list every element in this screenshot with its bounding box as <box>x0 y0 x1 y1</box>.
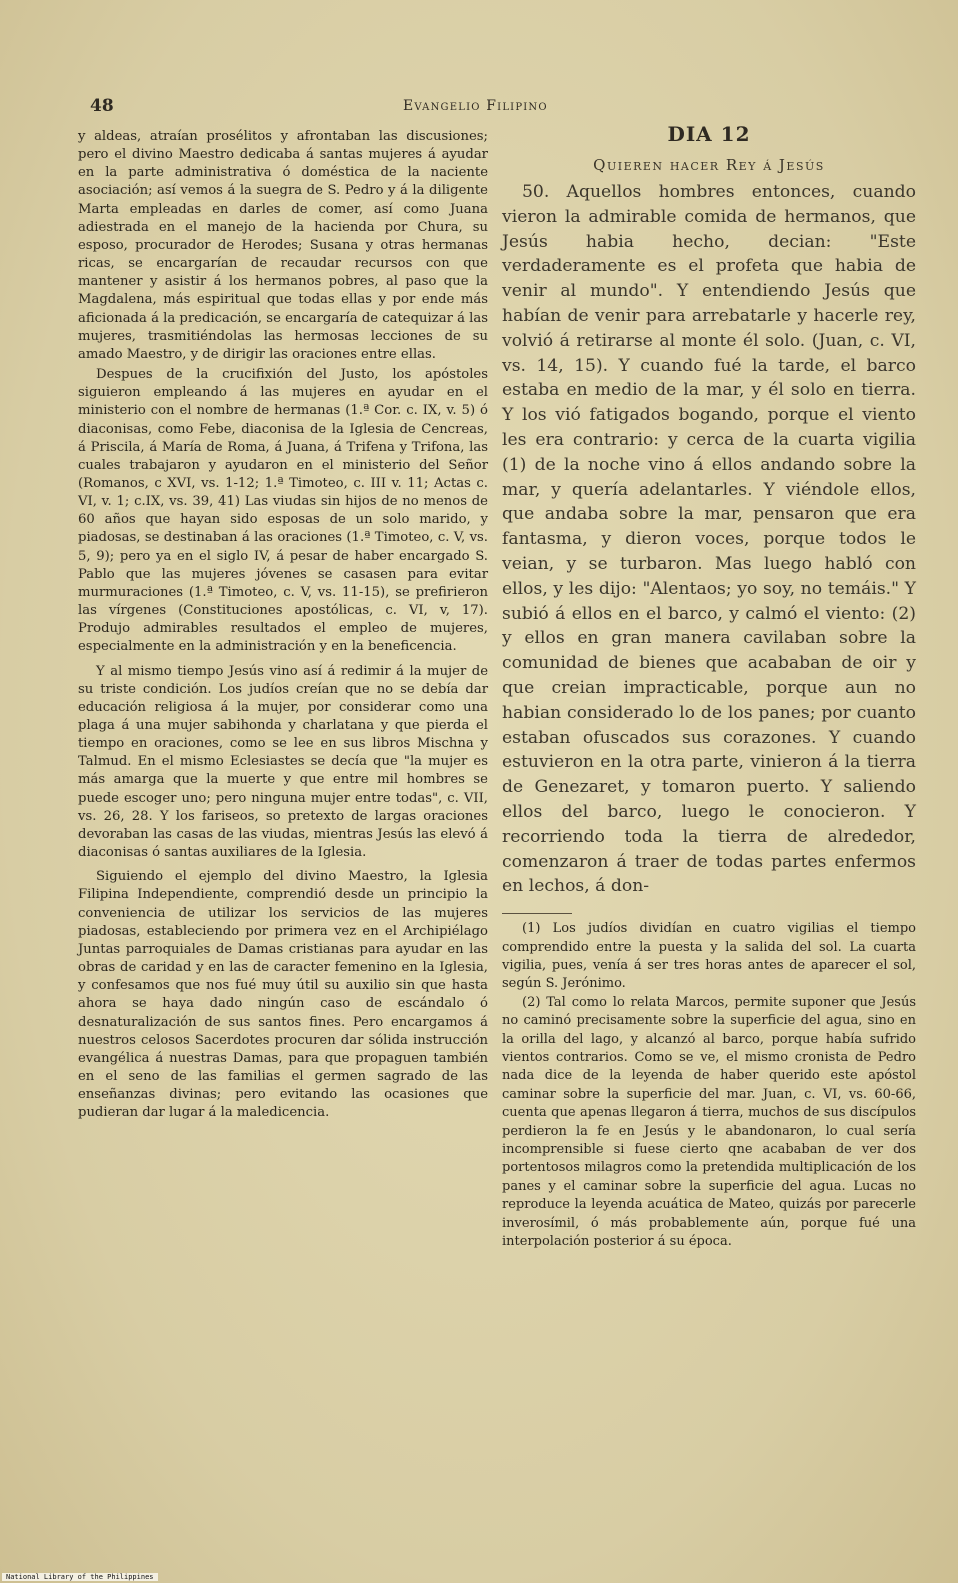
running-title: Evangelio Filipino <box>403 98 548 114</box>
left-paragraph: Y al mismo tiempo Jesús vino así á redimir á la mujer de su triste condición. Los judíos creían que no se debía dar educación religiosa á la mujer, por considerar como una plaga á una mujer sabihonda y charlatana y que pierda el tiempo en oraciones, como se lee en sus libros Mischna y Talmud. En el mismo Eclesiastes se decía que "la mujer es más amarga que la muerte y que entre mil hombres se puede escoger uno; pero ninguna mujer entre todas", c. VII, vs. 26, 28. Y los fariseos, so pretexto de largas oraciones devoraban las casas de las viudas, mientras Jesús las elevó á diaconisas ó santas auxiliares de la Iglesia. <box>78 663 488 861</box>
verse-text: 50. Aquellos hombres entonces, cuando vieron la admirable comida de hermanos, que Jesús habia hecho, decian: "Este verdaderamente es el profeta que habia de venir al mundo". Y entendiendo Jesús que habían de venir para arrebatarle y hacerle rey, volvió á retirarse al monte él solo. (Juan, c. VI, vs. 14, 15). Y cuando fué la tarde, el barco estaba en medio de la mar, y él solo en tierra. Y los vió fatigados bogando, porque el viento les era contrario: y cerca de la cuarta vigilia (1) de la noche vino á ellos andando sobre la mar, y quería adelantarles. Y viéndole ellos, que andaba sobre la mar, pensaron que era fantasma, y dieron voces, porque todos le veian, y se turbaron. Mas luego habló con ellos, y les dijo: "Alentaos; yo soy, no temáis." Y subió á ellos en el barco, y calmó el viento: (2) y ellos en gran manera cavilaban sobre la comunidad de bienes que acababan de oir y que creian impracticable, porque aun no habian considerado lo de los panes; por cuanto estaban ofuscados sus corazones. Y cuando estuvieron en la otra parte, vinieron á la tierra de Genezaret, y tomaron puerto. Y saliendo ellos del barco, luego le conocieron. Y recorriendo toda la tierra de alrededor, comenzaron á traer de todas partes enfermos en lechos, á don- <box>502 182 916 897</box>
left-paragraph: Despues de la crucifixión del Justo, los apóstoles siguieron empleando á las mujeres en ayudar en el ministerio con el nombre de hermanas (1.ª Cor. c. IX, v. 5) ó diaconisas, como Febe, diaconisa de la Iglesia de Cencreas, á Priscila, á María de Roma, á Juana, á Trifena y Trifona, las cuales trabajaron y ayudaron en el ministerio del Señor (Romanos, c XVI, vs. 1-12; 1.ª Timoteo, c. III v. 11; Actas c. VI, v. 1; c.IX, vs. 39, 41) Las viudas sin hijos de no menos de 60 años que hayan sido esposas de un solo marido, y piadosas, se destinaban á las oraciones (1.ª Timoteo, c. V, vs. 5, 9); pero ya en el siglo IV, á pesar de haber encargado S. Pablo que las mujeres jóvenes se casasen para evitar murmuraciones (1.ª Timoteo, c. V, vs. 11-15), se prefirieron las vírgenes (Constituciones apostólicas, c. VI, v, 17). Produjo admirables resultados el empleo de mujeres, especialmente en la administración y en la beneficencia. <box>78 367 488 655</box>
left-paragraph: Siguiendo el ejemplo del divino Maestro, la Iglesia Filipina Independiente, comprendió desde un principio la conveniencia de utilizar los servicios de las mujeres piadosas, estableciendo por primera vez en el Archipiélago Juntas parroquiales de Damas cristianas para ayudar en las obras de caridad y en las de caracter femenino en la Iglesia, y confesamos que nos fué muy útil su auxilio sin que hasta ahora se haya dado ningún caso de escándalo ó desnaturalización de sus santos fines. Pero encargamos á nuestros celosos Sacerdotes procuren dar sólida instrucción evangélica á nuestras Damas, para que propaguen también en el seno de las familias el germen sagrado de las enseñanzas divinas; pero evitando las ocasiones que pudieran dar lugar á la maledicencia. <box>78 869 488 1121</box>
library-credit: National Library of the Philippines <box>2 1573 158 1581</box>
left-column <box>78 128 488 1122</box>
page-number: 48 <box>90 96 114 116</box>
left-paragraph: y aldeas, atraían prosélitos y afrontaban las discusiones; pero el divino Maestro dedicaba á santas mujeres á ayudar en la parte administrativa ó doméstica de la naciente asociación; así vemos á la suegra de S. Pedro y á la diligente Marta empleadas en darles de comer, así como Juana adiestrada en el manejo de la hacienda por Chura, su esposo, procurador de Herodes; Susana y otras hermanas ricas, se encargarían de recaudar recursos con que mantener y asistir á los hermanos pobres, al paso que la Magdalena, más espiritual que todas ellas y por ende más aficionada á la predicación, se encargaría de catequizar á las mujeres, trasmitiéndolas las hermosas lecciones de su amado Maestro, y de dirigir las oraciones entre ellas. <box>78 129 488 362</box>
footnote-divider <box>502 913 572 914</box>
footnote: (2) Tal como lo relata Marcos, permite suponer que Jesús no caminó precisamente sobre la superficie del agua, sino en la orilla del lago, y alcanzó al barco, porque había sufrido vientos contrarios. Como se ve, el mismo cronista de Pedro nada dice de la leyenda de haber querido este apóstol caminar sobre la superficie del mar. Juan, c. VI, vs. 60-66, cuenta que apenas llegaron á tierra, muchos de sus discípulos perdieron la fe en Jesús y le abandonaron, lo cual sería incomprensible si fuese cierto qne acababan de ver dos portentosos milagros como la pretendida multiplicación de los panes y el caminar sobre la superficie del agua. Lucas no reproduce la leyenda acuática de Mateo, quizás por parecerle inverosímil, ó más probablemente aún, porque fué una interpolación posterior á su época. <box>502 994 916 1250</box>
day-title: DIA 12 <box>667 122 751 146</box>
section-title: Quieren hacer Rey á Jesús <box>593 156 825 174</box>
footnote: (1) Los judíos dividían en cuatro vigilias el tiempo comprendido entre la puesta y la salida del sol. La cuarta vigilia, pues, venía á ser tres horas antes de aparecer el sol, según S. Jerónimo. <box>502 921 916 992</box>
right-column <box>502 122 916 1251</box>
page-header <box>90 96 610 118</box>
